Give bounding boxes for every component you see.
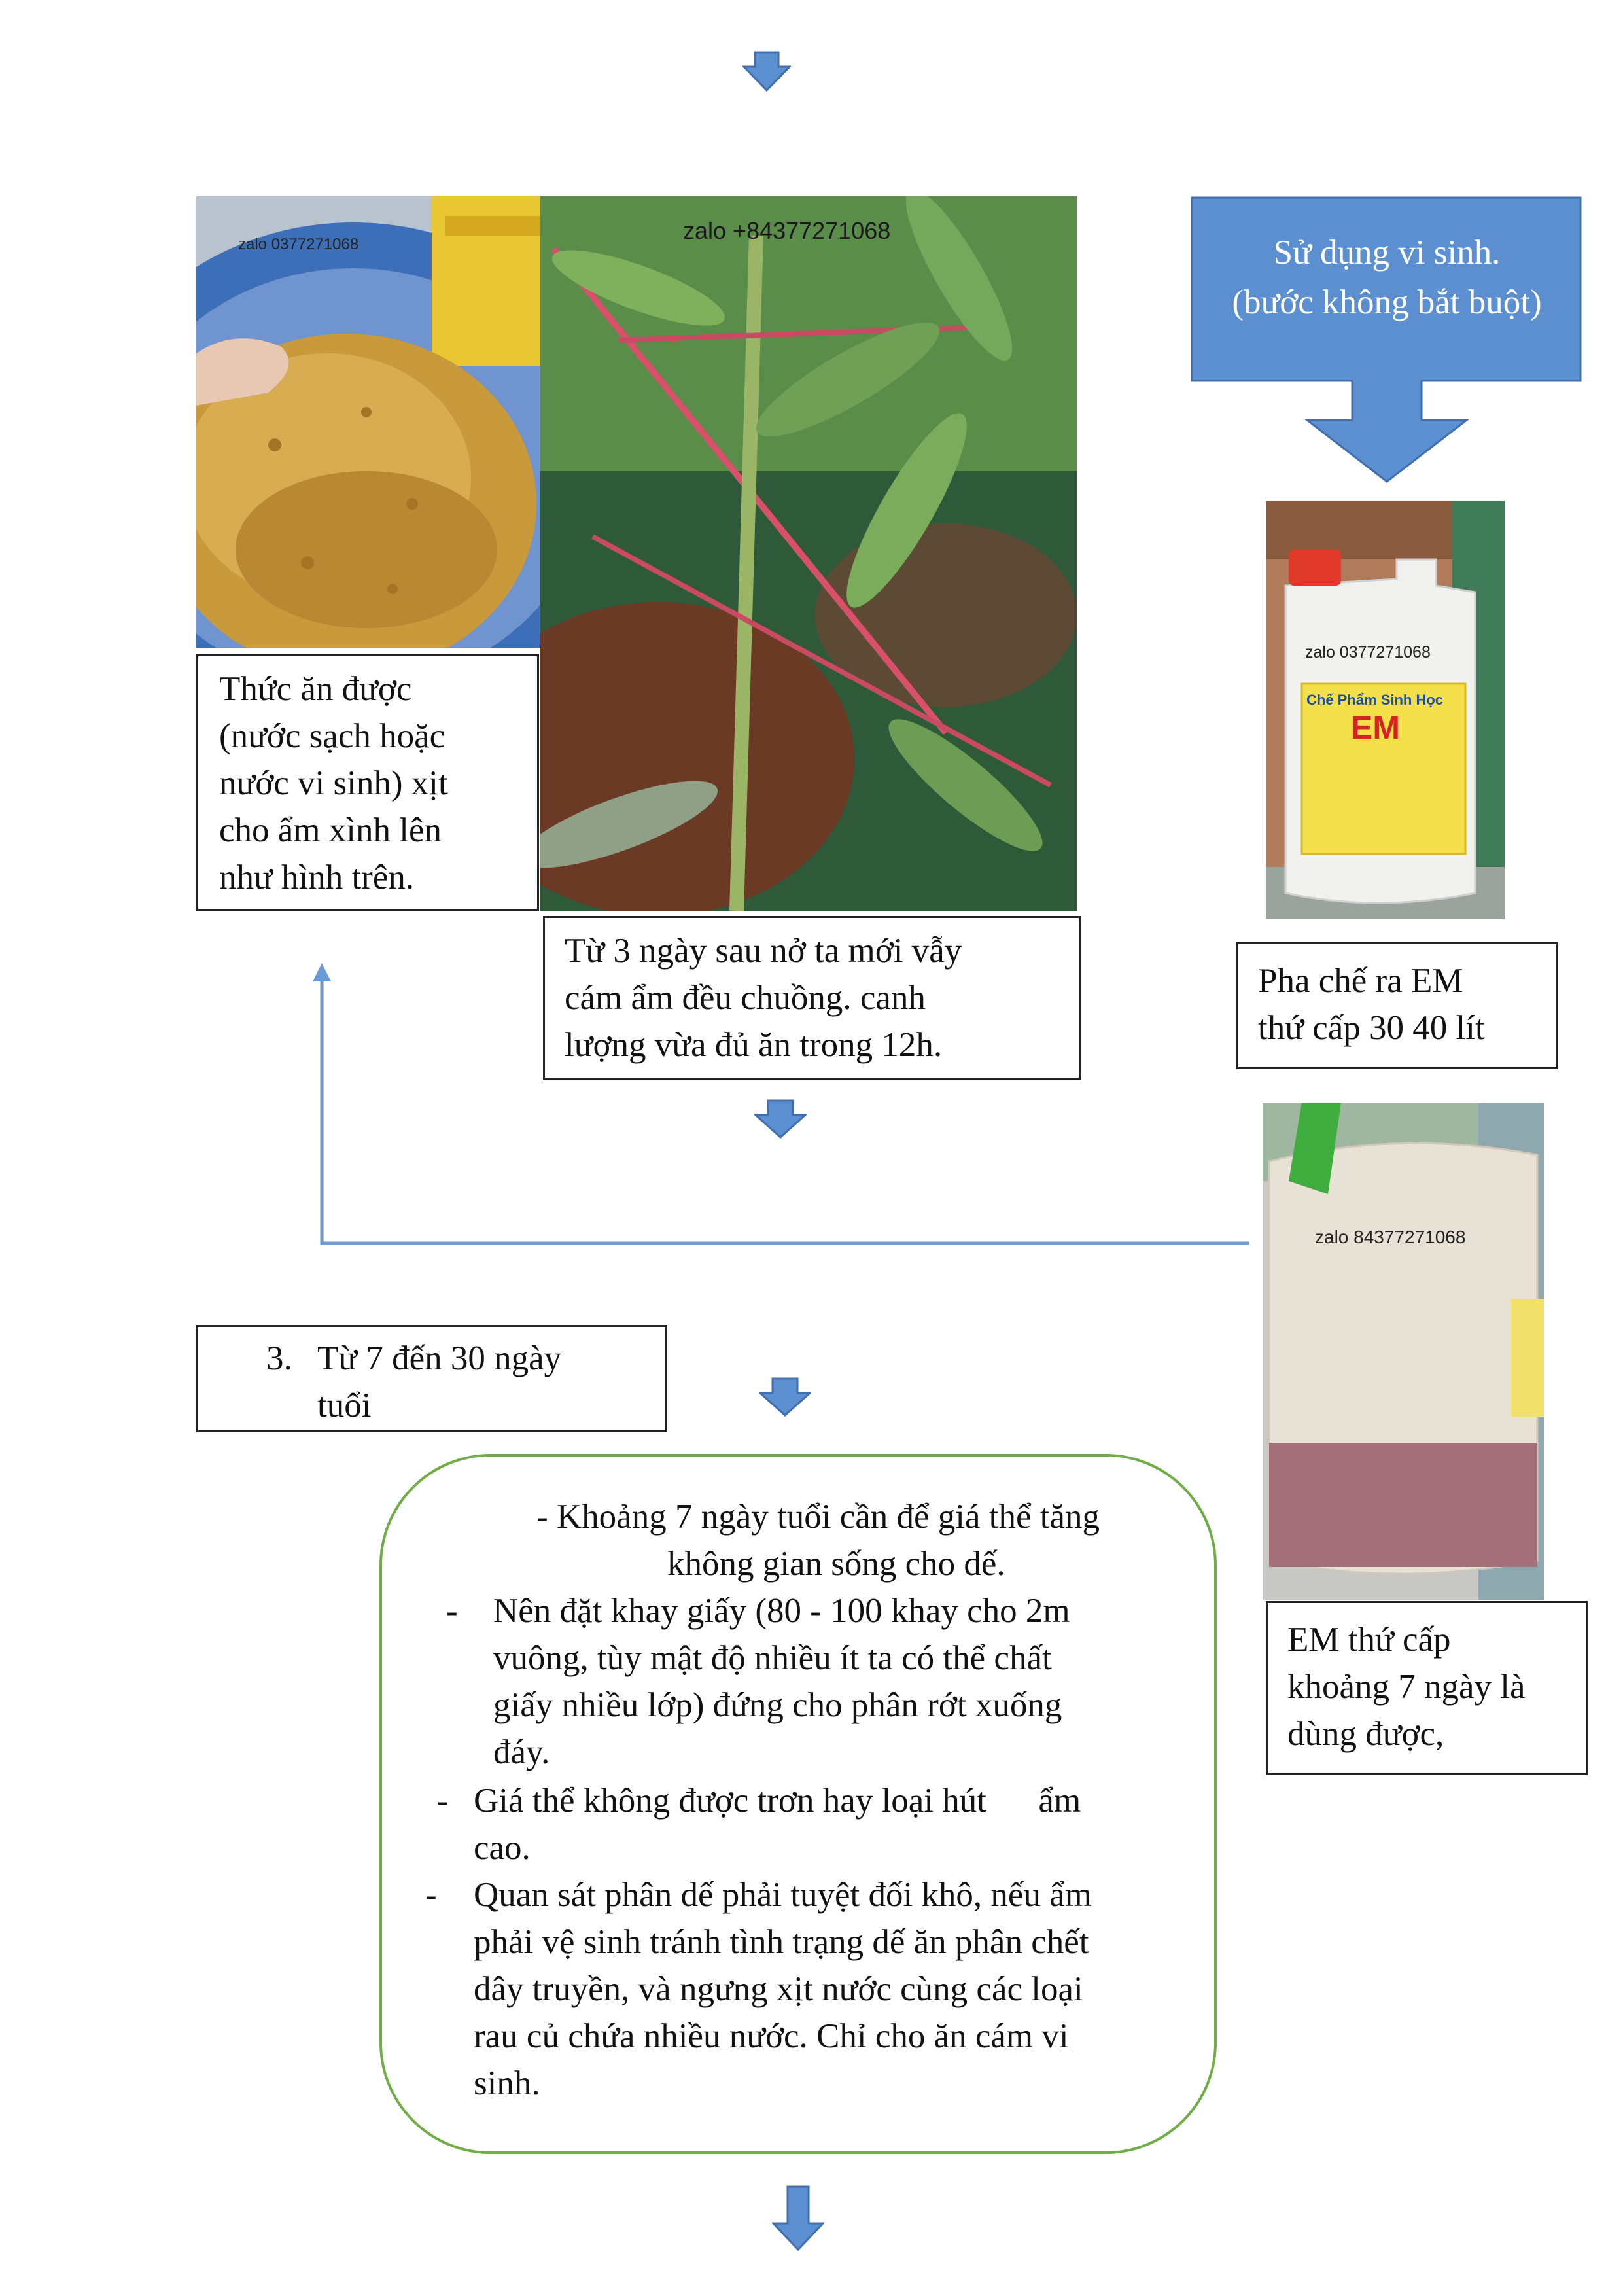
microbe-line-2: (bước không bắt buột) (1232, 283, 1542, 321)
bran-line-2: cám ẩm đều chuồng. canh (565, 979, 926, 1017)
bullet-3-line-3: dây truyền, và ngưng xịt nước cùng các loại (474, 1970, 1083, 2008)
bran-line-1: Từ 3 ngày sau nở ta mới vẫy (565, 932, 962, 970)
em-ready-line-1: EM thứ cấp (1287, 1621, 1451, 1659)
em-mix-line-2: thứ cấp 30 40 lít (1258, 1009, 1485, 1047)
down-arrow-bottom (772, 2185, 824, 2251)
em-jug-watermark: zalo 84377271068 (1315, 1227, 1466, 1247)
bullet-2-marker: - (437, 1782, 449, 1820)
bullet-1-line-4: đáy. (493, 1733, 550, 1771)
feed-line-3: nước vi sinh) xịt (219, 764, 448, 802)
bullet-1-marker: - (446, 1592, 458, 1630)
microbe-callout-text (1191, 228, 1583, 327)
feed-line-2: (nước sạch hoặc (219, 717, 445, 755)
bullet-1 (493, 1587, 1070, 1776)
bullet-2-line-1: Giá thể không được trơn hay loại hút ẩm (474, 1782, 1081, 1820)
cassava-photo-watermark: zalo +84377271068 (683, 217, 891, 244)
bullet-3 (474, 1871, 1092, 2107)
em-mix-text-box (1236, 942, 1558, 1069)
bullet-3-line-2: phải vệ sinh tránh tình trạng dế ăn phân chết (474, 1923, 1089, 1961)
feed-line-1: Thức ăn được (219, 670, 412, 708)
bullet-3-line-1: Quan sát phân dế phải tuyệt đối khô, nếu ẩm (474, 1876, 1092, 1914)
step3-number: 3. (266, 1339, 292, 1377)
bran-text-box (543, 916, 1081, 1080)
notes-rounded-box (379, 1454, 1217, 2154)
em-bottle-watermark: zalo 0377271068 (1305, 643, 1431, 662)
bullet-1-line-3: giấy nhiều lớp) đứng cho phân rớt xuống (493, 1686, 1062, 1724)
step3-line-1: Từ 7 đến 30 ngày (317, 1339, 562, 1377)
em-bottle-label-brand: EM (1351, 709, 1400, 746)
bullet-1-line-2: vuông, tùy mật độ nhiều ít ta có thể chất (493, 1639, 1052, 1677)
feed-line-4: cho ẩm xình lên (219, 811, 442, 849)
bran-photo (196, 196, 543, 648)
cassava-photo (540, 196, 1077, 911)
feed-line-5: như hình trên. (219, 858, 415, 896)
cassava-photo-art (540, 196, 1077, 911)
step3-line-2: tuổi (317, 1386, 372, 1424)
bullet-3-line-5: sinh. (474, 2064, 540, 2102)
em-jug-photo (1263, 1103, 1544, 1600)
bullet-3-marker: - (425, 1876, 437, 1914)
notes-intro (536, 1493, 1100, 1587)
bran-photo-art (196, 196, 543, 648)
notes-intro-line-2: không gian sống cho dế. (667, 1545, 1005, 1583)
em-ready-line-3: dùng được, (1287, 1715, 1444, 1753)
bullet-2 (474, 1777, 1081, 1871)
em-jug-art (1263, 1103, 1544, 1600)
step3-heading-box (196, 1325, 667, 1432)
em-bottle-label-title: Chế Phẩm Sinh Học (1306, 692, 1444, 708)
bullet-3-line-4: rau củ chứa nhiều nước. Chỉ cho ăn cám vi (474, 2017, 1069, 2055)
bullet-2-line-2: cao. (474, 1829, 531, 1867)
bran-photo-watermark: zalo 0377271068 (238, 236, 359, 253)
em-ready-text-box (1266, 1601, 1588, 1775)
notes-intro-line-1: - Khoảng 7 ngày tuổi cần để giá thể tăng (536, 1498, 1100, 1536)
down-arrow-step3 (759, 1377, 811, 1417)
feed-text-box (196, 654, 539, 911)
em-ready-line-2: khoảng 7 ngày là (1287, 1668, 1526, 1706)
em-mix-line-1: Pha chế ra EM (1258, 962, 1463, 1000)
em-bottle-photo (1266, 501, 1505, 919)
bran-line-3: lượng vừa đủ ăn trong 12h. (565, 1026, 943, 1064)
down-arrow-top (742, 51, 791, 92)
bullet-1-line-1: Nên đặt khay giấy (80 - 100 khay cho 2m (493, 1592, 1070, 1630)
microbe-line-1: Sử dụng vi sinh. (1273, 234, 1501, 272)
